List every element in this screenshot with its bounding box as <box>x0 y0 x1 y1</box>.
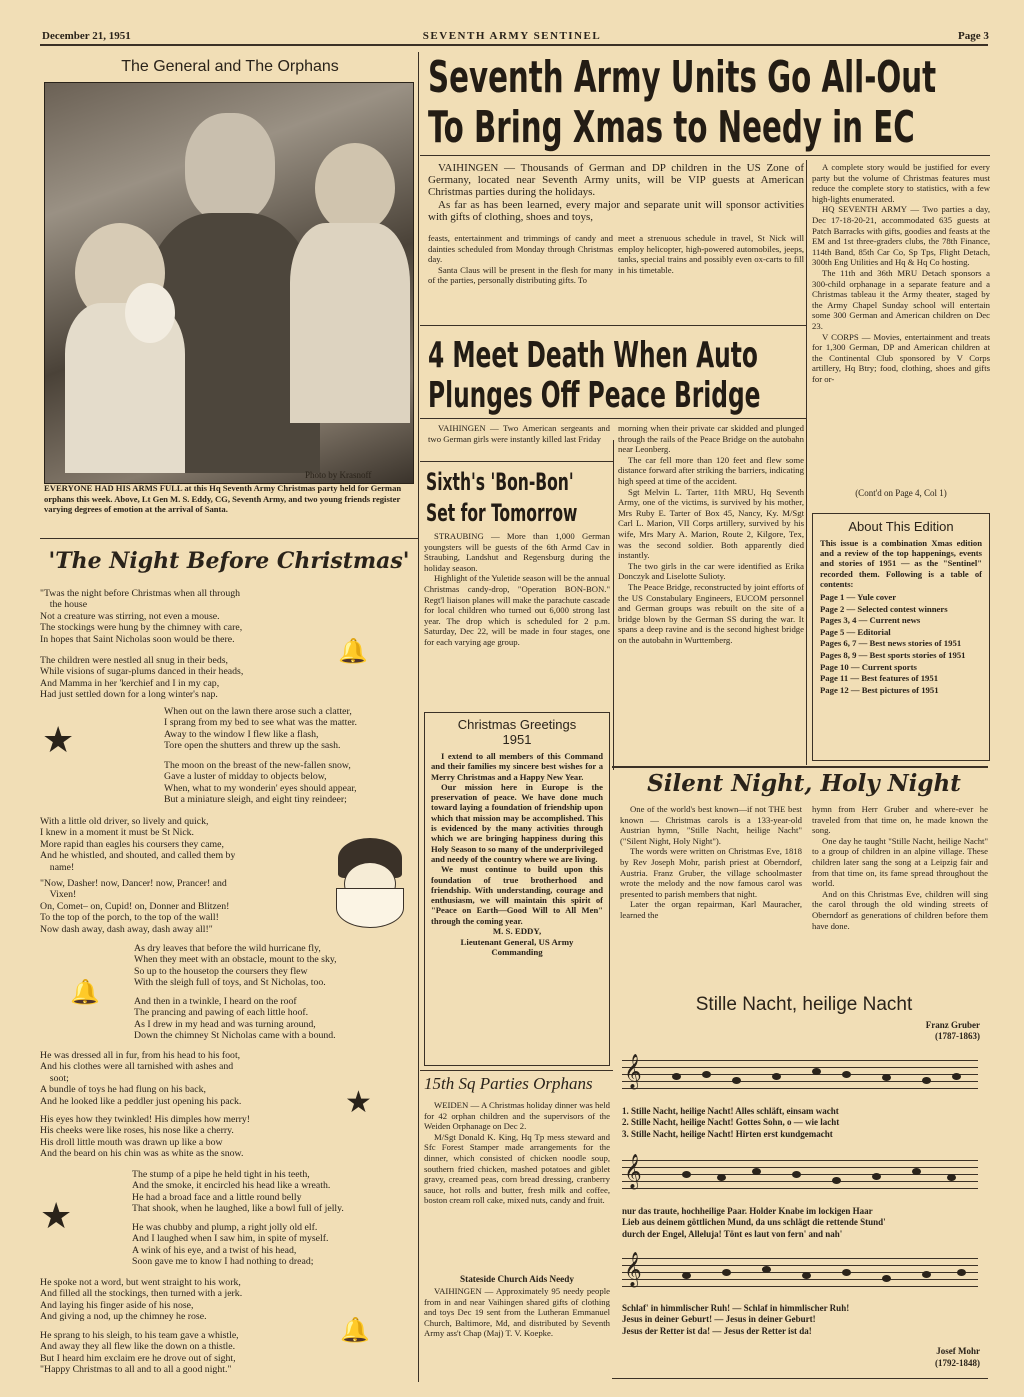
paragraph: Highlight of the Yuletide season will be the annual Christmas candy-drop, "Operation BON-BON." Regt'l liaison planes will make the parachute cascade for local children who turned out 6,000 strong last year. The drop which is scheduled for 2 p.m. Saturday, Dec 22, will be made in four stages, one for each varying age group. <box>424 573 610 647</box>
poem-stanza: The children were nestled all snug in their beds, While visions of sugar-plums danced in their heads, And Mamma in her 'kerchief and I in my cap, Had just settled down for a long winter's nap. <box>40 655 244 701</box>
toc-row: Pages 6, 7 — Best news stories of 1951 <box>820 638 962 649</box>
toc-row: Page 2 — Selected contest winners <box>820 603 948 614</box>
toc-pages: Pages 6, 7 <box>820 638 857 649</box>
section-rule <box>612 766 988 768</box>
photo-credit: Photo by Krasnoff <box>305 470 372 480</box>
toc-topic: Current news <box>869 615 921 626</box>
lyric-line: Schlaf' in himmlischer Ruh! — Schlaf in himmlischer Ruh! <box>622 1303 850 1313</box>
poem-stanza: When out on the lawn there arose such a clatter, I sprang from my bed to see what was the matter. Away to the window I flew like a flash, Tore open the shutters and threw up the sash. <box>164 706 357 752</box>
paragraph: The Peace Bridge, reconstructed by joint efforts of the US Constabulary Engineers, EUCOM personnel and German groups was rebuilt on the site of a bridge blown by the German SS during the war. It spans a deep ravine and is the second highest bridge on the autobahn in Wurttemberg. <box>618 581 804 645</box>
poem-stanza: His eyes how they twinkled! His dimples how merry! His cheeks were like roses, his nose like a cherry. His droll little mouth was drawn up like a bow And the beard on his chin was as white as the snow. <box>40 1114 251 1160</box>
toc-pages: Page 2 <box>820 603 845 614</box>
main-headline-line1: Seventh Army Units Go All-Out <box>428 52 937 103</box>
christmas-greetings-box <box>424 712 610 1066</box>
verse-line: 2. Stille Nacht, heilige Nacht! Gottes Sohn, o — wie lacht <box>622 1117 840 1128</box>
paragraph: Later the organ repairman, Karl Mauracher, learned the <box>620 899 802 920</box>
column-rule <box>806 160 807 765</box>
main-story-lead <box>428 162 804 223</box>
music-title: Stille Nacht, heilige Nacht <box>695 994 913 1015</box>
main-story-col2 <box>618 233 804 319</box>
paragraph: VAIHINGEN — Thousands of German and DP children in the US Zone of Germany, located near Seventh Army units, will be VIP guests at American Christmas parties during the holidays. <box>428 162 804 199</box>
poem-stanza: "Now, Dasher! now, Dancer! now, Prancer! and Vixen! On, Comet– on, Cupid! on, Donner and Blitzen! To the top of the porch, to the top of the wall! Now dash away, dash away, dash away all!" <box>40 878 230 935</box>
photo-title: The General and The Orphans <box>121 58 339 75</box>
bells-icon: 🔔 <box>70 980 100 1006</box>
toc-pages: Pages 3, 4 <box>820 615 857 626</box>
toc-row: Pages 3, 4 — Current news <box>820 615 921 626</box>
toc-pages: Page 1 <box>820 592 845 603</box>
star-icon: ★ <box>42 720 75 760</box>
about-intro: This issue is a combination Xmas edition and a review of the top happenings, events and stories of 1951 — as the "Sentinel" recorded them. Following is a table of contents: <box>820 538 982 589</box>
star-icon: ★ <box>40 1196 73 1236</box>
death-story-lead <box>428 423 610 455</box>
death-headline-line1: 4 Meet Death When Auto <box>428 335 758 376</box>
poem-stanza: With a little old driver, so lively and quick, I knew in a moment it must be St Nick. More rapid than eagles his coursers they came, And he whistled, and shouted, and called them by name! <box>40 816 236 873</box>
boy-face <box>315 143 395 233</box>
section-rule <box>420 418 806 419</box>
table-of-contents <box>820 592 982 696</box>
church-subhead: Stateside Church Aids Needy <box>460 1274 574 1284</box>
photo-caption: EVERYONE HAD HIS ARMS FULL at this Hq Seventh Army Christmas party held for German orphans this week. Above, Lt Gen M. S. Eddy, CG, Seventh Army, and two young friends register varying degrees of emotion at the arrival of Santa. <box>44 483 402 514</box>
paragraph: The words were written on Christmas Eve, 1818 by Rev Joseph Mohr, parish priest at Oberndorf, Austria. Franz Gruber, the village schoolmaster wrote the melody and the now famous carol was presented to parish members that night. <box>620 846 802 899</box>
paragraph: STRAUBING — More than 1,000 German youngsters will be guests of the 6th Armd Cav in Straubing, Landshut and Regensburg during the holiday season. <box>424 531 610 573</box>
bells-icon: 🔔 <box>340 1318 370 1344</box>
toc-pages: Page 11 <box>820 673 849 684</box>
bonbon-headline-line1: Sixth's 'Bon-Bon' <box>426 468 574 496</box>
paragraph: Sgt Melvin L. Tarter, 11th MRU, Hq Seventh Army, one of the victims, is survived by his mother, Mrs Ruby E. Tarter of Box 45, Nancy, Ky. M/Sgt Carl L. Marion, VII Corps artillery, survived by his wife, Mrs Mary A. Marion, Route 2, Kilgore, Tex, was the second soldier. Both apparently died instantly. <box>618 486 804 561</box>
music-refrain <box>622 1303 982 1337</box>
masthead: SEVENTH ARMY SENTINEL <box>422 30 602 42</box>
santa-face-icon <box>330 838 410 930</box>
poem-stanza: As dry leaves that before the wild hurricane fly, When they meet with an obstacle, mount to the sky, So up to the housetop the coursers they flew With the sleigh full of toys, and St Nicholas, too. <box>134 943 337 989</box>
paragraph: Santa Claus will be present in the flesh for many of the parties, personally distributing gifts. To <box>428 264 613 286</box>
toc-pages: Page 12 <box>820 684 849 695</box>
poem-stanza: He sprang to his sleigh, to his team gave a whistle, And away they all flew like the down on a thistle. But I heard him exclaim ere he drove out of sight, "Happy Christmas to all and to all a good night." <box>40 1330 239 1376</box>
issue-date: December 21, 1951 <box>42 30 131 42</box>
main-story-continued <box>812 162 990 500</box>
fifteenth-headline: 15th Sq Parties Orphans <box>424 1074 593 1093</box>
toc-row: Page 1 — Yule cover <box>820 592 897 603</box>
column-rule <box>418 52 419 1382</box>
music-staff <box>622 1253 978 1288</box>
section-rule <box>40 538 418 539</box>
poem-stanza: "Twas the night before Christmas when all through the house Not a creature was stirring, not even a mouse. The stockings were hung by the chimney with care, In hopes that Saint Nicholas soon would be there. <box>40 588 243 645</box>
lyric-line: nur das traute, hochheilige Paar. Holder Knabe im lockigen Haar <box>622 1206 873 1216</box>
paragraph: The 11th and 36th MRU Detach sponsors a 300-child orphanage in a separate feature and a Christmas tableau it the Army theater, staged by the Army Chapel Sunday school will entertain some 300 German and American children on Dec 23. <box>812 267 990 331</box>
paragraph: VAIHINGEN — Approximately 95 needy people from in and near Vaihingen shared gifts of clothing and toys Dec 19 sent from the Lutheran Emmanuel Church, Baltimore, Md, and distributed by Seventh Army ass't Chap (Maj) T. V. Koepke. <box>424 1286 610 1339</box>
paragraph: The car fell more than 120 feet and flew some distance forward after striking the barriers, indicating high speed at time of the accident. <box>618 454 804 486</box>
paragraph: As far as has been learned, every major and separate unit will sponsor activities with gifts of clothing, shoes and toys, <box>428 198 804 223</box>
death-story-body <box>618 423 804 773</box>
poem-stanza: And then in a twinkle, I heard on the roof The prancing and pawing of each little hoof. As I drew in my head and was turning around, Down the chimney St Nicholas came with a bound. <box>134 996 336 1042</box>
paragraph: Our mission here in Europe is the preservation of peace. We have done much toward laying a foundation of friendship upon which that mission may be accomplished. This is evidenced by the many activities through which we are bringing happiness during this Holy Season to so many of the underprivileged and needy of the country where we are living. <box>431 781 603 864</box>
lyric-line: Jesus in deiner Geburt! — Jesus in deiner Geburt! <box>622 1314 816 1325</box>
paragraph: The two girls in the car were identified as Erika Donczyk and Liselotte Sulioty. <box>618 560 804 582</box>
poem-stanza: The moon on the breast of the new-fallen snow, Gave a luster of midday to objects below, When, what to my wonderin' eyes should appear, But a miniature sleigh, and eight tiny reindeer; <box>164 760 357 806</box>
section-rule <box>612 1378 988 1379</box>
main-headline-line2: To Bring Xmas to Needy in EC <box>428 102 915 153</box>
about-title: About This Edition <box>848 519 954 534</box>
composer-name: Franz Gruber <box>925 1020 980 1030</box>
column-rule <box>613 440 614 770</box>
silent-night-col2 <box>812 804 988 994</box>
church-story <box>424 1286 610 1376</box>
paragraph: feasts, entertainment and trimmings of candy and dainties scheduled from Monday through Christmas day. <box>428 233 613 265</box>
greetings-signature: M. S. EDDY, <box>492 926 542 937</box>
music-verses <box>622 1106 982 1140</box>
paragraph: hymn from Herr Gruber and where-ever he traveled from that time on, he made known the song. <box>812 804 988 836</box>
section-rule <box>420 1070 613 1071</box>
poem-stanza: He was dressed all in fur, from his head to his foot, And his clothes were all tarnished with ashes and soot; A bundle of toys he had flung on his back, And he looked like a peddler just opening his pack. <box>40 1050 242 1107</box>
verse-line: 1. Stille Nacht, heilige Nacht! Alles schläft, einsam wacht <box>622 1106 839 1116</box>
lyric-line: Jesus der Retter ist da! — Jesus der Retter ist da! <box>622 1325 812 1336</box>
toc-pages: Page 5 <box>820 626 845 637</box>
lyricist-years: (1792-1848) <box>935 1358 980 1368</box>
bells-icon: 🔔 <box>338 639 368 665</box>
paragraph: We must continue to build upon this foundation of true brotherhood and friendship. With understanding, courage and enthusiasm, we will maintain this spirit of "Peace on Earth—Good Will to All Men" through the coming year. <box>431 864 603 926</box>
paragraph: HQ SEVENTH ARMY — Two parties a day, Dec 17-18-20-21, accommodated 635 guests at Patch Barracks with gifts, goodies and feasts at the EM and 1st three-graders clubs, the 78th Finance, 114th Band, 85th Car Co, Sp Tps, Flight Detach, 300th Eng Utilities and Hq & Hq Co hosting. <box>812 204 990 268</box>
lyricist-name: Josef Mohr <box>936 1346 980 1356</box>
silent-night-col1 <box>620 804 802 994</box>
greetings-command: Commanding <box>491 947 543 958</box>
main-story-col1 <box>428 233 613 319</box>
paragraph: A complete story would be justified for every party but the volume of Christmas features must reduce the complete story to statistics, with a few high-lights enumerated. <box>812 162 990 204</box>
toc-row: Page 12 — Best pictures of 1951 <box>820 684 939 695</box>
poem-stanza: He spoke not a word, but went straight to his work, And filled all the stockings, then turned with a jerk. And laying his finger aside of his nose, And giving a nod, up the chimney he rose. <box>40 1277 243 1323</box>
toc-row: Page 5 — Editorial <box>820 626 891 637</box>
bonbon-story <box>424 531 610 707</box>
boy-sweater <box>290 223 410 423</box>
greetings-year: 1951 <box>502 732 532 747</box>
toc-pages: Pages 8, 9 <box>820 649 857 660</box>
paragraph: I extend to all members of this Command and their families my sincere best wishes for a Merry Christmas and a Happy New Year. <box>431 751 603 782</box>
toc-topic: Best news stories of 1951 <box>869 638 962 649</box>
bonbon-headline-line2: Set for Tomorrow <box>426 499 578 527</box>
music-staff <box>622 1155 978 1190</box>
paragraph: M/Sgt Donald K. King, Hq Tp mess steward and Sfc Forest Stamper made arrangements for the dinner, which consisted of chicken noodle soup, southern fried chicken, mashed potatoes and giblet gravy, creamed peas, corn bread dressing, cranberry sauce, hot rolls and butter, fresh milk and coffee, boston cream roll cake, mixed nuts, candy and fruit. <box>424 1131 610 1206</box>
general-face <box>185 113 275 223</box>
lyric-line: durch der Engel, Alleluja! Tönt es laut von fern' and nah' <box>622 1228 843 1239</box>
poem-stanza: He was chubby and plump, a right jolly old elf. And I laughed when I saw him, in spite of myself. A wink of his eye, and a twist of his head, Soon gave me to know I had nothing to dread; <box>132 1222 329 1268</box>
photo-general-orphans <box>44 82 414 484</box>
music-staff <box>622 1055 978 1090</box>
fifteenth-story <box>424 1100 610 1272</box>
poem-stanza: The stump of a pipe he held tight in his teeth, And the smoke, it encircled his head like a wreath. He had a broad face and a little round belly That shook, when he laughed, like a bowl full of jelly. <box>132 1169 344 1215</box>
treble-clef-icon: 𝄞 <box>624 1253 642 1286</box>
header-rule <box>40 44 988 46</box>
greetings-rank: Lieutenant General, US Army <box>460 936 574 947</box>
about-edition-box <box>812 513 990 761</box>
page-number: Page 3 <box>958 30 989 42</box>
paragraph: VAIHINGEN — Two American sergeants and two German girls were instantly killed last Friday <box>428 423 610 444</box>
toc-topic: Best sports stories of 1951 <box>869 649 966 660</box>
doll-toy <box>125 283 175 343</box>
paragraph: WEIDEN — A Christmas holiday dinner was held for 42 orphan children and the supervisors of the Weiden Orphanage on Dec 2. <box>424 1100 610 1132</box>
toc-row: Pages 8, 9 — Best sports stories of 1951 <box>820 649 966 660</box>
paragraph: V CORPS — Movies, entertainment and treats for 1,300 German, DP and American children at the Continental Club sponsored by V Corps artillery, Hq Btry; food, clothing, shoes and gifts for or- <box>812 331 990 384</box>
toc-topic: Editorial <box>857 626 891 637</box>
section-rule <box>420 461 613 462</box>
toc-pages: Page 10 <box>820 661 849 672</box>
toc-topic: Current sports <box>861 661 917 672</box>
section-rule <box>420 155 990 156</box>
poem-title: 'The Night Before Christmas' <box>48 548 410 574</box>
paragraph: One day he taught "Stille Nacht, heilige Nacht" to a group of children in an alpine village. These children later sang the song at a Leipzig fair and from that time on, its fame spread throughout the world. <box>812 835 988 889</box>
toc-topic: Yule cover <box>857 592 897 603</box>
continued-link[interactable]: (Cont'd on Page 4, Col 1) <box>855 488 947 498</box>
paragraph: And on this Christmas Eve, children will sing the carol through the old winding streets of Oberndorf as generations of children before them have done. <box>812 888 988 931</box>
star-icon: ★ <box>345 1086 372 1119</box>
death-headline-line2: Plunges Off Peace Bridge <box>428 375 761 416</box>
verse-line: 3. Stille Nacht, heilige Nacht! Hirten erst kundgemacht <box>622 1128 833 1139</box>
toc-topic: Selected contest winners <box>857 603 948 614</box>
paragraph: One of the world's best known—if not THE best known — Christmas carols is a 133-year-old Austrian hymn, "Stille Nacht, heilige Nacht" ("Silent Night, Holy Night"). <box>620 804 802 846</box>
toc-row: Page 11 — Best features of 1951 <box>820 673 939 684</box>
treble-clef-icon: 𝄞 <box>624 1055 642 1088</box>
toc-topic: Best features of 1951 <box>861 673 939 684</box>
greetings-title: Christmas Greetings <box>457 717 577 732</box>
paragraph: meet a strenuous schedule in travel, St Nick will employ helicopter, high-powered automobiles, jeeps, tanks, special trains and possibly even ox-carts to fill in his timetable. <box>618 233 804 275</box>
treble-clef-icon: 𝄞 <box>624 1155 642 1188</box>
paragraph: morning when their private car skidded and plunged through the rails of the Peace Bridge on the autobahn near Leonberg. <box>618 423 804 455</box>
toc-topic: Best pictures of 1951 <box>861 684 939 695</box>
lyric-line: Lieb aus deinem göttlichen Mund, da uns schlägt die rettende Stund' <box>622 1217 886 1228</box>
toc-row: Page 10 — Current sports <box>820 661 917 672</box>
silent-night-headline: Silent Night, Holy Night <box>647 770 961 797</box>
section-rule <box>420 325 806 326</box>
music-lyrics <box>622 1206 982 1240</box>
composer-years: (1787-1863) <box>935 1031 980 1041</box>
